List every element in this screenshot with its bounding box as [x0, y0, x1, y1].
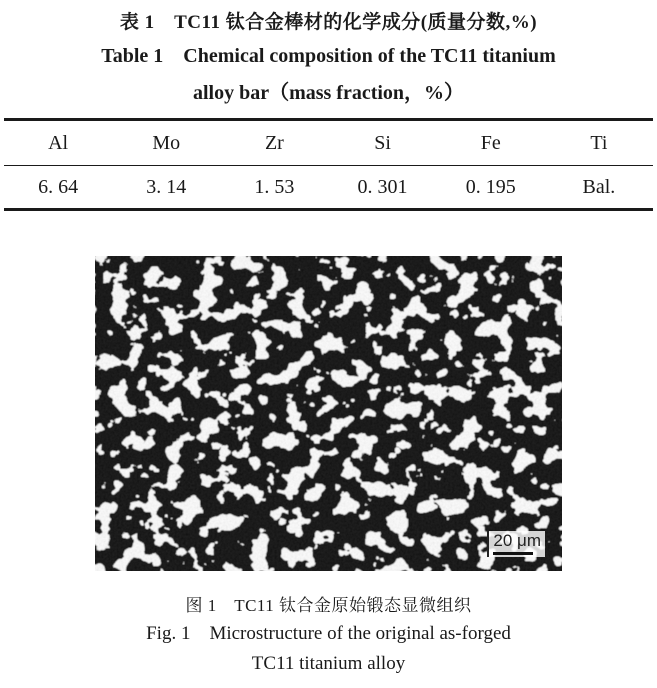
- figure-caption-block: [0, 593, 657, 679]
- value-cell-fe: 0. 195: [465, 175, 516, 198]
- header-cell-si: Si: [328, 120, 436, 166]
- table-title-english-line1: Table 1 Chemical composition of the TC11 titanium: [101, 45, 556, 67]
- scale-bar-line: [493, 552, 533, 555]
- table-title-english-line2: alloy bar（mass fraction，%）: [192, 82, 465, 104]
- figure-caption-english-line1: Fig. 1 Microstructure of the original as-forged: [146, 623, 511, 644]
- table-row: [4, 166, 653, 210]
- header-cell-mo: Mo: [112, 120, 220, 166]
- scale-bar: [487, 531, 545, 557]
- value-cell-zr: 1. 53: [254, 175, 295, 198]
- table-header-row: [4, 120, 653, 166]
- chemical-composition-table: [4, 118, 653, 211]
- micrograph-image: [95, 256, 562, 571]
- figure-caption-english-line2: TC11 titanium alloy: [251, 653, 406, 674]
- header-cell-zr: Zr: [220, 120, 328, 166]
- header-cell-al: Al: [4, 120, 112, 166]
- value-cell-ti: Bal.: [582, 175, 616, 198]
- value-cell-mo: 3. 14: [146, 175, 187, 198]
- figure-caption-chinese: 图 1 TC11 钛合金原始锻态显微组织: [185, 596, 472, 615]
- header-cell-fe: Fe: [437, 120, 545, 166]
- value-cell-al: 6. 64: [38, 175, 79, 198]
- table-title-chinese: 表 1 TC11 钛合金棒材的化学成分(质量分数,%): [119, 12, 538, 33]
- header-cell-ti: Ti: [545, 120, 653, 166]
- chemical-composition-table-wrap: [4, 118, 653, 211]
- value-cell-si: 0. 301: [357, 175, 408, 198]
- micrograph-figure: [95, 256, 562, 571]
- scale-bar-label: 20 μm: [493, 531, 541, 550]
